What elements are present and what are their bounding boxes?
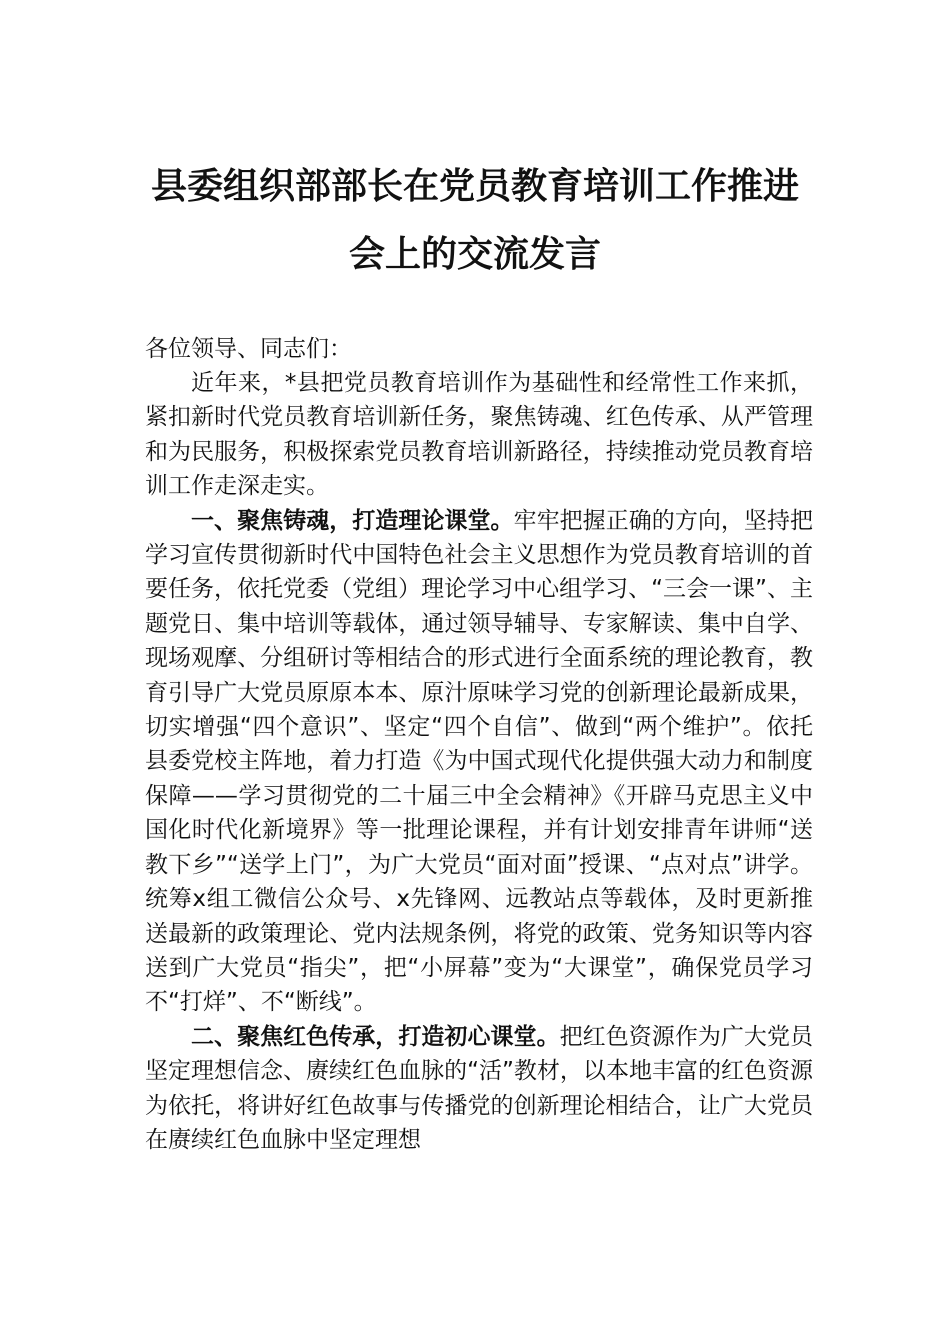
greeting: 各位领导、同志们： bbox=[145, 336, 352, 362]
section-heading: 一、聚焦铸魂，打造理论课堂。 bbox=[191, 507, 514, 534]
document-title-line-1: 县委组织部部长在党员教育培训工作推进 bbox=[150, 165, 799, 207]
paragraph-text: 把红色资源作为广大党员坚定理想信念、赓续红色血脉的“活”教材，以本地丰富的红色资源为依托，将讲好红色故事与传播党的创新理论相结合，让广大党员在赓续红色血脉中坚定理想 bbox=[145, 1023, 814, 1153]
paragraph-text: 近年来，*县把党员教育培训作为基础性和经常性工作来抓，紧扣新时代党员教育培训新任务，聚焦铸魂、红色传承、从严管理和为民服务，积极探索党员教育培训新路径，持续推动党员教育培训工作走深走实。 bbox=[145, 370, 813, 500]
paragraph-section-1 bbox=[145, 504, 813, 1020]
section-heading: 二、聚焦红色传承，打造初心课堂。 bbox=[191, 1023, 560, 1050]
body-paragraphs bbox=[145, 366, 813, 1157]
document-title-line-2: 会上的交流发言 bbox=[348, 233, 601, 275]
paragraph-text: 牢牢把握正确的方向，坚持把学习宣传贯彻新时代中国特色社会主义思想作为党员教育培训的首要任务，依托党委（党组）理论学习中心组学习、“三会一课”、主题党日、集中培训等载体，通过领导辅导、专家解读、集中自学、现场观摩、分组研讨等相结合的形式进行全面系统的理论教育，教育引导广大党员原原本本、原汁原味学习党的创新理论最新成果，切实增强“四个意识”、坚定“四个自信”、做到“两个维护”。依托县委党校主阵地，着力打造《为中国式现代化提供强大动力和制度保障——学习贯彻党的二十届三中全会精神》《开辟马克思主义中国化时代化新境界》等一批理论课程，并有计划安排青年讲师“送教下乡”“送学上门”，为广大党员“面对面”授课、“点对点”讲学。统筹x组工微信公众号、x先锋网、远教站点等载体，及时更新推送最新的政策理论、党内法规条例，将党的政策、党务知识等内容送到广大党员“指尖”，把“小屏幕”变为“大课堂”，确保党员学习不“打烊”、不“断线”。 bbox=[145, 507, 814, 1016]
paragraph-intro bbox=[145, 366, 813, 504]
paragraph-section-2 bbox=[145, 1020, 813, 1158]
